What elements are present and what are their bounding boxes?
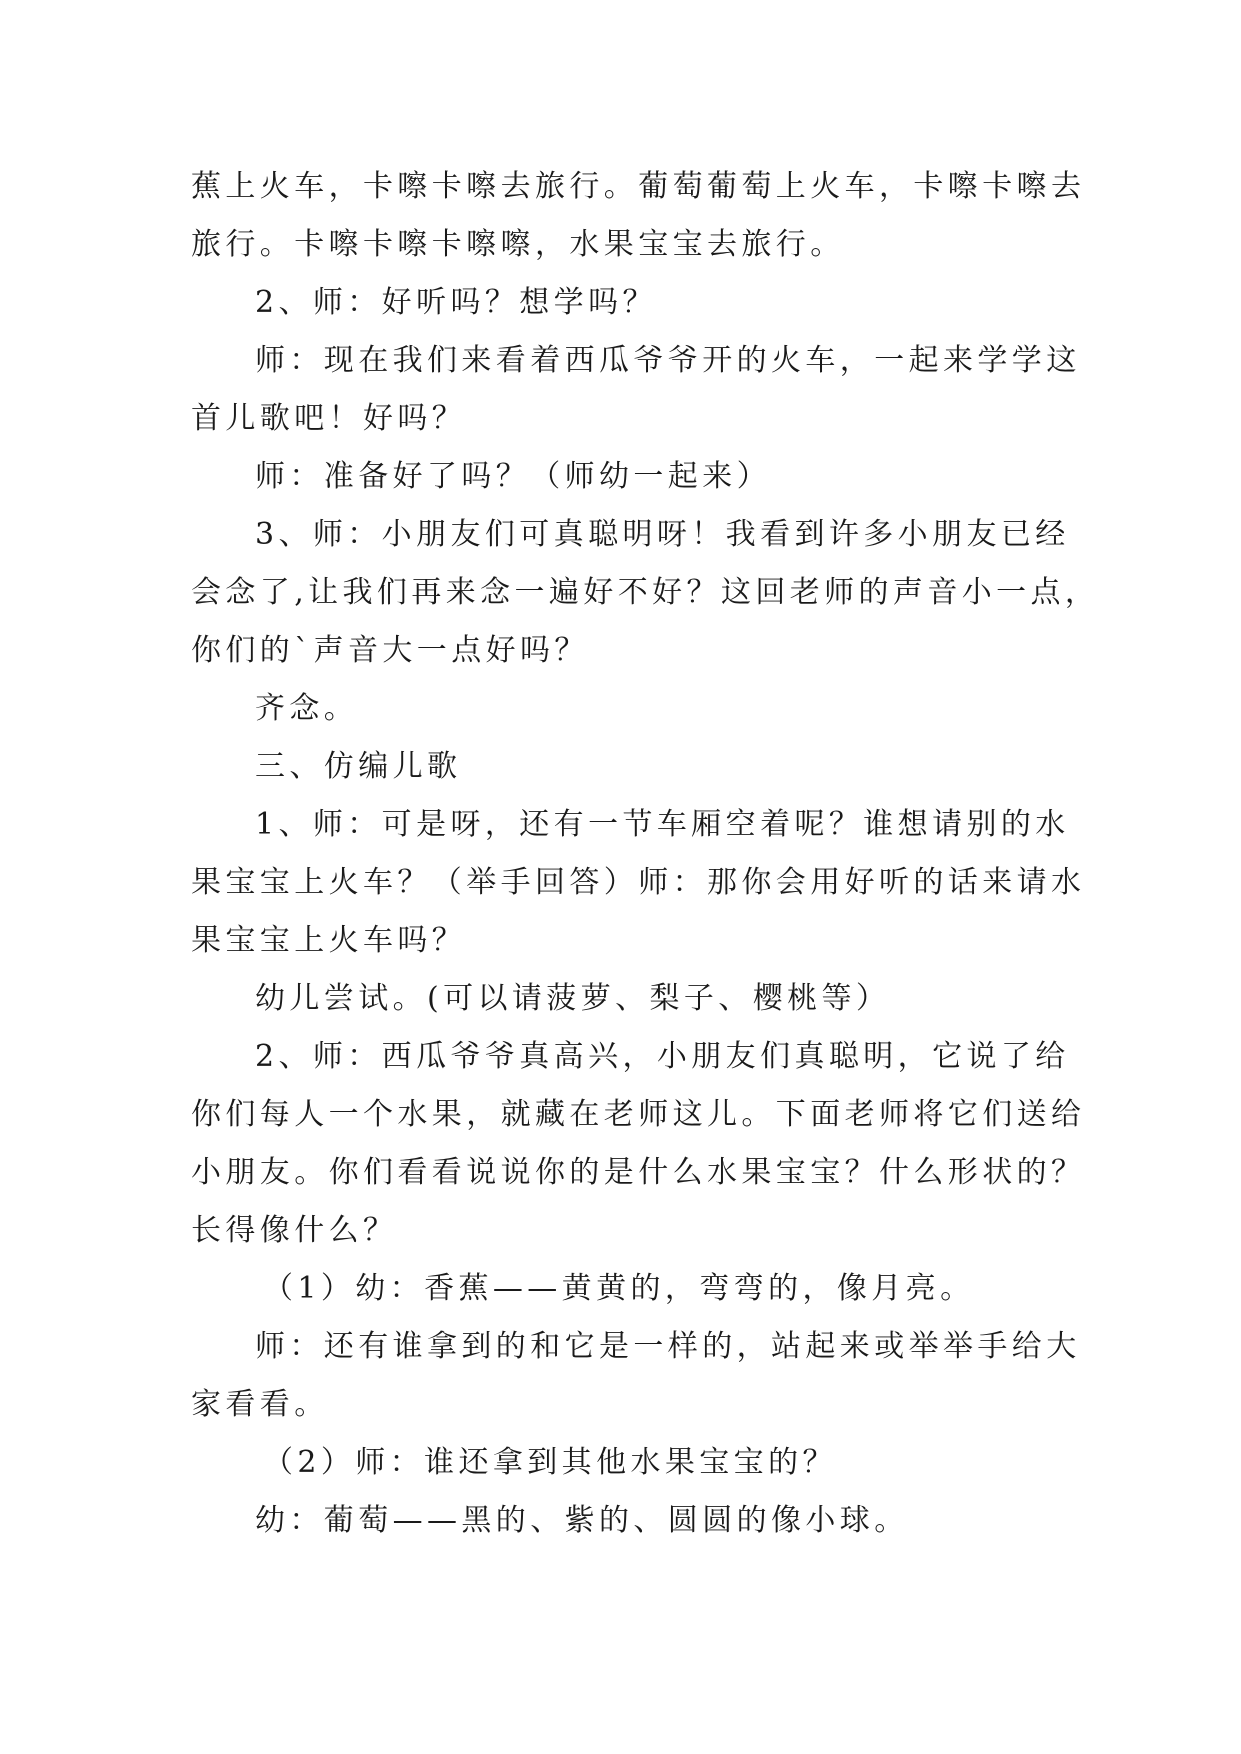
text-line: 1、师：可是呀，还有一节车厢空着呢？谁想请别的水 — [255, 807, 1070, 842]
text-line: （1）幼：香蕉——黄黄的，弯弯的，像月亮。 — [263, 1271, 975, 1306]
text-line: 幼儿尝试。(可以请菠萝、梨子、樱桃等） — [255, 981, 891, 1016]
text-line: 2、师：西瓜爷爷真高兴，小朋友们真聪明，它说了给 — [255, 1039, 1070, 1074]
text-line: 长得像什么？ — [191, 1213, 398, 1248]
text-line: 你们每人一个水果，就藏在老师这儿。下面老师将它们送给 — [191, 1097, 1086, 1132]
section-heading: 三、仿编儿歌 — [255, 749, 462, 784]
text-line: 小朋友。你们看看说说你的是什么水果宝宝？什么形状的？ — [191, 1155, 1086, 1190]
text-line: 旅行。卡嚓卡嚓卡嚓嚓，水果宝宝去旅行。 — [191, 227, 845, 262]
text-line: 果宝宝上火车吗？ — [191, 923, 467, 958]
text-line: 会念了,让我们再来念一遍好不好？这回老师的声音小一点， — [191, 575, 1100, 610]
text-line: 2、师：好听吗？想学吗？ — [255, 285, 657, 320]
text-line: 蕉上火车，卡嚓卡嚓去旅行。葡萄葡萄上火车，卡嚓卡嚓去 — [191, 169, 1086, 204]
text-line: 家看看。 — [191, 1387, 329, 1422]
text-line: 首儿歌吧！好吗？ — [191, 401, 467, 436]
text-line: 果宝宝上火车？（举手回答）师：那你会用好听的话来请水 — [191, 865, 1086, 900]
text-line: 师：现在我们来看着西瓜爷爷开的火车，一起来学学这 — [255, 343, 1081, 378]
text-line: 3、师：小朋友们可真聪明呀！我看到许多小朋友已经 — [255, 517, 1070, 552]
text-line: 幼：葡萄——黑的、紫的、圆圆的像小球。 — [255, 1503, 909, 1538]
text-line: 师：还有谁拿到的和它是一样的，站起来或举举手给大 — [255, 1329, 1081, 1364]
text-line: 你们的`声音大一点好吗？ — [191, 633, 589, 668]
document-page — [191, 158, 1100, 1550]
text-line: 齐念。 — [255, 691, 359, 726]
text-line: 师：准备好了吗？（师幼一起来） — [255, 459, 771, 494]
text-line: （2）师：谁还拿到其他水果宝宝的？ — [263, 1445, 837, 1480]
